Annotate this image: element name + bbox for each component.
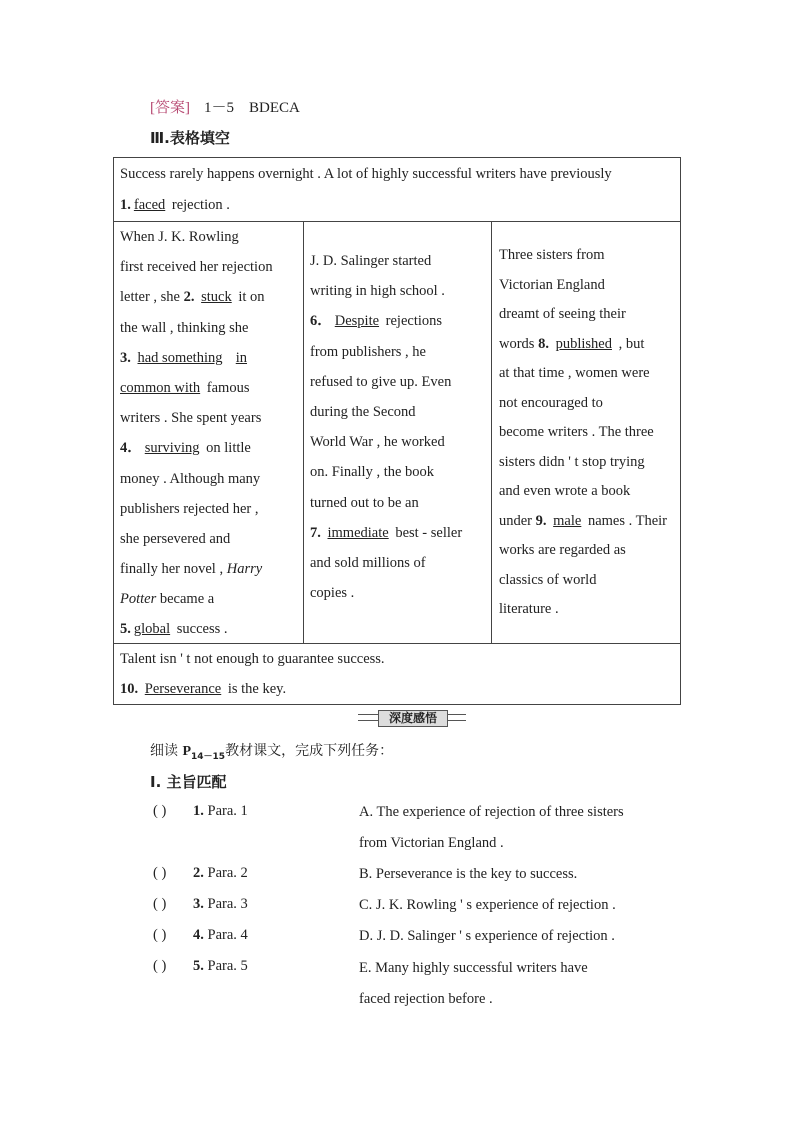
blank-number: 3. <box>120 349 131 366</box>
top-after: rejection . <box>168 197 230 213</box>
option-line: B. Perseverance is the key to success. <box>359 866 578 882</box>
option-e <box>359 953 679 1015</box>
blank-answer: surviving <box>144 440 200 457</box>
blank-number: 10. <box>120 681 139 697</box>
question-number: 1. <box>193 803 204 819</box>
text-line <box>120 433 297 463</box>
option-line: faced rejection before . <box>359 991 493 1007</box>
text-span: finally her novel , <box>120 561 227 578</box>
blank-answer: had something <box>137 349 223 366</box>
blank-answer: faced <box>133 197 166 213</box>
answer-paren[interactable]: ( ) <box>153 803 167 819</box>
question-item <box>153 958 248 975</box>
option-line: E. Many highly successful writers have <box>359 960 588 976</box>
text-line: become writers . The three <box>499 424 654 440</box>
task-instruction <box>150 740 393 762</box>
question-item <box>153 803 248 820</box>
question-number: 5. <box>193 958 204 974</box>
blank-number: 2. <box>183 289 195 306</box>
blank-answer: Perseverance <box>144 681 222 697</box>
text-line: refused to give up. Even <box>310 373 452 390</box>
text-line <box>120 282 297 312</box>
column-rowling <box>114 222 304 643</box>
text-line: on. Finally , the book <box>310 464 435 481</box>
text-span: on little <box>202 440 251 457</box>
text-line: turned out to be an <box>310 494 419 511</box>
title-italic: Potter <box>120 591 157 608</box>
text-span: best - seller <box>391 524 463 541</box>
text-line <box>120 554 297 584</box>
blank-answer: published <box>555 335 612 352</box>
question-number: 3. <box>193 896 204 912</box>
title-italic: Harry <box>226 561 263 578</box>
section-1-title: Ⅰ. 主旨匹配 <box>150 773 227 791</box>
text-line <box>310 518 485 548</box>
text-span: , but <box>614 335 645 352</box>
question-item <box>153 865 248 882</box>
table-top-row <box>114 158 680 222</box>
task-text: 细读 <box>150 743 183 759</box>
text-line: writing in high school . <box>310 283 445 300</box>
text-line: during the Second <box>310 403 416 420</box>
blank-number: 9. <box>535 512 547 529</box>
answer-paren[interactable]: ( ) <box>153 927 167 943</box>
table-bottom-row <box>114 644 680 704</box>
text-line: first received her rejection <box>120 259 273 276</box>
option-d <box>359 921 679 952</box>
text-line: not encouraged to <box>499 394 603 411</box>
question-label: Para. 1 <box>203 803 248 819</box>
text-line <box>120 584 297 614</box>
blank-answer: in <box>235 349 248 366</box>
banner-label: 深度感悟 <box>378 710 448 727</box>
blank-answer: immediate <box>327 524 389 541</box>
text-line: When J. K. Rowling <box>120 229 239 245</box>
text-line: World War , he worked <box>310 434 445 451</box>
text-line: literature . <box>499 601 559 617</box>
text-line: and sold millions of <box>310 554 426 571</box>
text-line <box>499 330 674 360</box>
text-span: letter , she <box>120 289 184 306</box>
blank-number: 5. <box>120 621 131 638</box>
answer-paren[interactable]: ( ) <box>153 865 167 881</box>
text-line: Three sisters from <box>499 247 605 263</box>
bottom-after: is the key. <box>224 681 287 697</box>
bottom-text: Talent isn ' t not enough to guarantee success. <box>120 651 385 667</box>
answer-line <box>150 96 300 117</box>
option-b <box>359 859 679 890</box>
option-line: from Victorian England . <box>359 835 504 851</box>
option-a <box>359 797 679 859</box>
column-sisters <box>492 222 680 643</box>
option-line: A. The experience of rejection of three sisters <box>359 804 624 820</box>
blank-answer: male <box>553 512 582 529</box>
text-line <box>120 373 297 403</box>
text-line: she persevered and <box>120 530 231 547</box>
text-span: famous <box>203 379 250 396</box>
blank-answer: stuck <box>201 289 232 306</box>
text-span: success . <box>173 621 228 638</box>
text-line: writers . She spent years <box>120 410 262 427</box>
text-line <box>499 507 674 537</box>
blank-answer: Despite <box>334 313 380 330</box>
text-line: works are regarded as <box>499 542 626 558</box>
text-span: words <box>499 335 539 352</box>
text-span: names . Their <box>584 512 668 529</box>
text-line <box>120 343 297 373</box>
table-middle-row <box>114 222 680 644</box>
task-page: P <box>182 744 192 759</box>
text-line: Victorian England <box>499 276 605 293</box>
task-page-range: 14－15 <box>191 751 226 762</box>
text-span: it on <box>234 289 265 306</box>
blank-number: 7. <box>310 524 321 541</box>
option-line: C. J. K. Rowling ' s experience of rejection . <box>359 897 616 913</box>
question-item <box>153 927 248 944</box>
answer-paren[interactable]: ( ) <box>153 896 167 912</box>
answer-text: 1－5 BDECA <box>204 100 300 116</box>
question-label: Para. 2 <box>203 865 248 881</box>
text-line: J. D. Salinger started <box>310 253 432 269</box>
blank-answer: global <box>133 621 171 638</box>
blank-answer: common with <box>120 379 201 396</box>
answer-tag: [答案] <box>150 100 190 116</box>
question-label: Para. 5 <box>203 958 248 974</box>
task-text: 教材课文，完成下列任务： <box>225 743 394 759</box>
text-line: money . Although many <box>120 470 261 487</box>
text-line: publishers rejected her , <box>120 500 259 517</box>
option-line: D. J. D. Salinger ' s experience of rejection . <box>359 928 615 944</box>
text-line: the wall , thinking she <box>120 319 249 336</box>
question-item <box>153 896 248 913</box>
text-line: copies . <box>310 585 355 602</box>
question-label: Para. 3 <box>203 896 248 912</box>
text-line: sisters didn ' t stop trying <box>499 453 645 470</box>
option-c <box>359 890 679 921</box>
text-line <box>120 614 297 644</box>
question-number: 2. <box>193 865 204 881</box>
section-3-title: Ⅲ.表格填空 <box>150 129 230 147</box>
blank-number: 6． <box>310 313 332 330</box>
section-banner <box>358 710 466 726</box>
text-span: became a <box>156 591 215 608</box>
answer-paren[interactable]: ( ) <box>153 958 167 974</box>
text-span: under <box>499 512 536 529</box>
blank-number: 4． <box>120 440 142 457</box>
fill-in-table <box>113 157 681 705</box>
blank-number: 8. <box>538 335 549 352</box>
question-number: 4. <box>193 927 204 943</box>
text-line: classics of world <box>499 571 597 588</box>
text-span: rejections <box>382 313 443 330</box>
column-salinger <box>304 222 492 643</box>
blank-number: 1. <box>120 197 131 213</box>
text-line: at that time , women were <box>499 365 650 381</box>
question-label: Para. 4 <box>203 927 248 943</box>
top-text: Success rarely happens overnight . A lot of highly successful writers have previously <box>120 166 612 182</box>
text-line <box>310 306 485 336</box>
text-line: and even wrote a book <box>499 483 631 499</box>
text-line: dreamt of seeing their <box>499 306 626 322</box>
text-line: from publishers , he <box>310 343 426 360</box>
